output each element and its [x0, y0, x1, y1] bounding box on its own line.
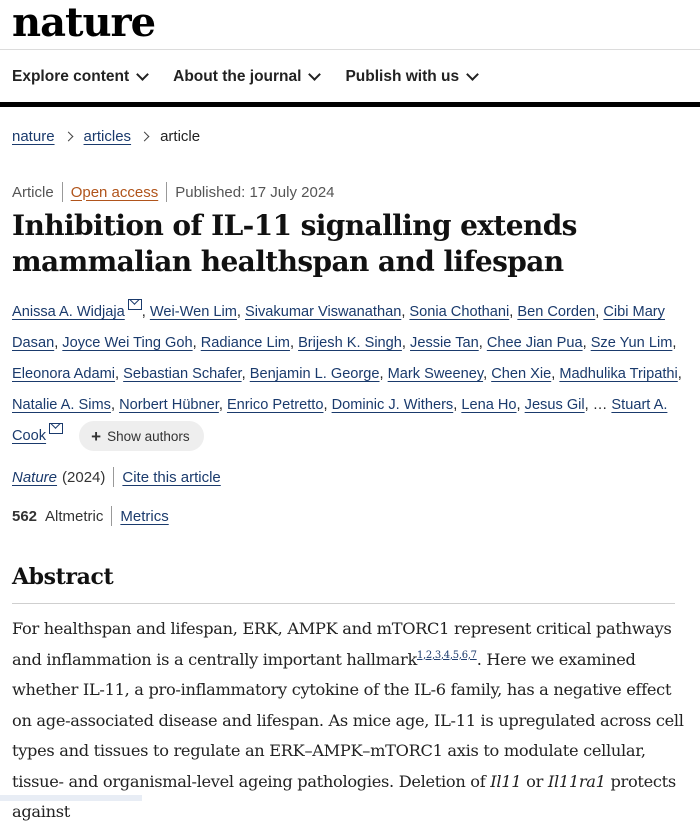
breadcrumb [12, 128, 200, 145]
divider [166, 182, 167, 202]
abstract-divider [12, 603, 675, 604]
author-link[interactable]: Sze Yun Lim [590, 335, 673, 351]
author-link[interactable]: Sebastian Schafer [123, 366, 242, 382]
author-link[interactable]: Eleonora Adami [12, 366, 116, 382]
author-list: Anissa A. Widjaja , Wei-Wen Lim, Sivakumar Viswanathan, Sonia Chothani, Ben Corden, Cibi Mary Dasan, Joyce Wei Ting Goh, Radiance Lim, Brijesh K. Singh, Jessie Tan, Chee Jian Pua, Sze Yun Lim, Eleonora Adami, Sebastian Schafer, Benjamin L. George, Mark Sweeney, Chen Xie, Madhulika Tripathi, Natalie A. Sims, Norbert Hübner, Enrico Petretto, Dominic J. Withers, Lena Ho, Jesus Gil, … Stuart A. Cook + Show authors [12, 297, 688, 452]
breadcrumb-nature[interactable]: nature [12, 128, 55, 145]
journal-link[interactable]: Nature [12, 468, 58, 486]
reference-links[interactable]: 1,2,3,4,5,6,7 [416, 649, 477, 661]
chevron-right-icon [63, 132, 73, 142]
published-date: Published: 17 July 2024 [175, 183, 335, 201]
chevron-right-icon [140, 132, 150, 142]
author-link[interactable]: Jessie Tan [410, 335, 479, 351]
nav-explore-content[interactable] [12, 62, 147, 92]
author-link[interactable]: Dominic J. Withers [331, 397, 454, 413]
chevron-down-icon [309, 68, 322, 81]
main-nav [12, 62, 503, 92]
altmetric-label: Altmetric [45, 507, 104, 525]
author-link[interactable]: Norbert Hübner [119, 397, 219, 413]
abstract-part-1: For healthspan and lifespan, ERK, AMPK and mTORC1 represent critical pathways and inflammation is a centrally important hallmark [12, 619, 672, 669]
abstract-heading: Abstract [12, 564, 114, 590]
chevron-down-icon [136, 68, 149, 81]
bottom-overlay [0, 795, 142, 801]
divider [62, 182, 63, 202]
show-authors-label: Show authors [107, 428, 190, 444]
gene-il11ra1: Il11ra1 [547, 771, 606, 791]
author-link[interactable]: Sivakumar Viswanathan [245, 304, 402, 320]
email-icon[interactable] [128, 299, 142, 310]
breadcrumb-articles[interactable]: articles [83, 128, 132, 145]
abstract-part-2: . Here we examined whether IL-11, a pro-inflammatory cytokine of the IL-6 family, has a negative effect on age-associated disease and lifespan. As mice age, IL-11 is upregulated across cell types and tissues to regulate an ERK–AMPK–mTORC1 axis to modulate cellular, tissue- and organismal-level ageing pathologies. Deletion of [12, 649, 684, 791]
divider [113, 467, 114, 487]
author-link[interactable]: Natalie A. Sims [12, 397, 111, 413]
nav-about-label: About the journal [173, 68, 302, 85]
altmetric-line [12, 506, 169, 526]
cite-article-link[interactable]: Cite this article [122, 468, 221, 486]
author-link[interactable]: Ben Corden [517, 304, 596, 320]
author-link[interactable]: Chen Xie [491, 366, 552, 382]
nature-logo[interactable]: nature [12, 0, 156, 46]
author-link[interactable]: Brijesh K. Singh [298, 335, 402, 351]
author-link[interactable]: Radiance Lim [200, 335, 290, 351]
author-link[interactable]: Cibi Mary Dasan [12, 304, 665, 351]
email-icon[interactable] [49, 423, 63, 434]
author-link[interactable]: Joyce Wei Ting Goh [62, 335, 193, 351]
author-link[interactable]: Benjamin L. George [249, 366, 380, 382]
chevron-down-icon [466, 68, 479, 81]
author-link[interactable]: Madhulika Tripathi [559, 366, 678, 382]
article-title: Inhibition of IL-11 signalling extends mammalian healthspan and lifespan [12, 209, 577, 278]
altmetric-count: 562 [12, 507, 38, 525]
nav-about-journal[interactable] [173, 62, 319, 92]
article-type: Article [12, 183, 54, 201]
open-access-link[interactable]: Open access [70, 183, 159, 201]
abstract-part-3: protects against [12, 771, 676, 821]
breadcrumb-current: article [160, 128, 201, 145]
nav-explore-label: Explore content [12, 68, 130, 85]
nav-publish-with-us[interactable] [345, 62, 477, 92]
author-link[interactable]: Stuart A. Cook [12, 397, 668, 444]
citation-line [12, 467, 221, 487]
authors-ellipsis: … [592, 397, 608, 413]
show-authors-button[interactable] [79, 421, 204, 451]
author-link[interactable]: Enrico Petretto [226, 397, 324, 413]
author-link[interactable]: Anissa A. Widjaja [12, 304, 125, 320]
header-divider [0, 49, 700, 50]
article-meta [12, 182, 335, 202]
nav-publish-label: Publish with us [345, 68, 460, 85]
citation-year: (2024) [62, 468, 106, 486]
plus-icon: + [91, 426, 102, 446]
nav-bottom-bar [0, 102, 700, 107]
abstract-or: or [521, 771, 548, 791]
author-link[interactable]: Wei-Wen Lim [149, 304, 237, 320]
author-link[interactable]: Sonia Chothani [409, 304, 510, 320]
author-link[interactable]: Mark Sweeney [387, 366, 484, 382]
author-link[interactable]: Jesus Gil [524, 397, 585, 413]
author-link[interactable]: Chee Jian Pua [486, 335, 583, 351]
author-link[interactable]: Lena Ho [461, 397, 517, 413]
divider [111, 506, 112, 526]
gene-il11: Il11 [490, 771, 522, 791]
metrics-link[interactable]: Metrics [120, 507, 169, 525]
